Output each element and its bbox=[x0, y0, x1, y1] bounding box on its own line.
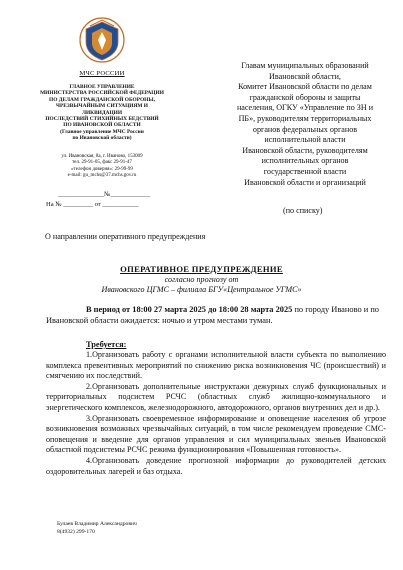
addressee-line: Главам муниципальных образований bbox=[241, 61, 369, 70]
addressee-line: исполнительной власти bbox=[264, 135, 346, 145]
addressee-line: ПБ», руководителям территориальных bbox=[238, 113, 372, 123]
addressee-line: Ивановской области и организаций bbox=[244, 177, 366, 187]
addressee-line: Ивановской области, bbox=[269, 71, 341, 81]
requirement-item: 1.Организовать работу с органами исполнительной власти субъекта по выполнению комплекса превентивных мероприятий по снижению риска возникновения ЧС (происшествий) и смягчению их последствий. bbox=[46, 350, 386, 381]
contact-line: тел. 29-91-05, факс 29-91-47 bbox=[72, 160, 132, 166]
sender-contacts bbox=[40, 154, 164, 180]
org-line: по Ивановской области) bbox=[72, 135, 132, 142]
org-line: ПОСЛЕДСТВИЙ СТИХИЙНЫХ БЕДСТВИЙ bbox=[45, 116, 159, 123]
executor-info bbox=[57, 521, 137, 536]
document-subtitle: согласно прогнозу от bbox=[164, 275, 239, 284]
document-title: ОПЕРАТИВНОЕ ПРЕДУПРЕЖДЕНИЕ bbox=[120, 264, 283, 274]
requirements-list bbox=[46, 350, 386, 477]
addressee-line: гражданской обороны и защиты bbox=[249, 92, 361, 102]
document-source: Ивановского ЦГМС – филиала БГУ«Центральное УГМС» bbox=[101, 285, 302, 294]
requirement-item: 3.Организовать своевременное информирование и оповещение населения об угрозе возникновения возможных чрезвычайных ситуаций, в том числе рекомендуем проведение СМС-оповещения и введение для органов управления и сил муниципальных звеньев Ивановской областной подсистемы РСЧС режима функционирования «Повышенная готовность». bbox=[46, 413, 386, 455]
org-line: ЧРЕЗВЫЧАЙНЫМ СИТУАЦИЯМ И ЛИКВИДАЦИИ bbox=[55, 103, 148, 116]
addressee-line: государственной власти bbox=[263, 166, 347, 176]
distribution-note: (по списку) bbox=[283, 206, 323, 215]
requirement-item: 2.Организовать дополнительные инструктажи дежурных служб функциональных и территориальных подсистем РСЧС (областных служб жилищно-коммунального и энергетического комплексов, железнодорожного, автодорожного, органов внутренних дел и др.). bbox=[46, 381, 386, 412]
addressee-line: населения, ОГКУ «Управление по ЗН и bbox=[236, 103, 374, 113]
forecast-period-text: по городу Иваново и по Ивановской области ожидается: ночью и утром местами туман. bbox=[46, 305, 379, 326]
letter-subject: О направлении оперативного предупреждения bbox=[45, 232, 206, 241]
registration-number-line: ______________№____________ bbox=[58, 191, 151, 198]
org-line: МИНИСТЕРСТВА РОССИЙСКОЙ ФЕДЕРАЦИИ bbox=[40, 90, 164, 97]
contact-line: «телефон доверия»: 29-99-99 bbox=[71, 166, 133, 172]
addressee-line: исполнительных органов bbox=[261, 156, 349, 166]
sender-short-name: МЧС РОССИИ bbox=[79, 70, 125, 77]
org-line: ГЛАВНОЕ УПРАВЛЕНИЕ bbox=[69, 84, 135, 90]
requirement-item: 4.Организовать доведение прогнозной информации до руководителей детских оздоровительных лагерей и баз отдыха. bbox=[46, 455, 386, 476]
reference-number-line: На № _________ от ___________ bbox=[46, 201, 139, 208]
executor-phone: 8(4932) 299-170 bbox=[57, 528, 95, 535]
sender-organization bbox=[40, 84, 164, 142]
org-line: ПО ДЕЛАМ ГРАЖДАНСКОЙ ОБОРОНЫ, bbox=[49, 96, 155, 103]
contact-line: e-mail: gu_mchs@37.mchs.gov.ru bbox=[67, 173, 137, 179]
addressee-line: Ивановской области, руководителям bbox=[242, 145, 368, 155]
requirements-heading: Требуется: bbox=[86, 340, 127, 349]
executor-name: Булаев Владимир Александрович bbox=[57, 521, 137, 527]
org-line: ПО ИВАНОВСКОЙ ОБЛАСТИ bbox=[63, 122, 141, 129]
mchs-emblem-icon bbox=[78, 16, 126, 64]
addressee-block bbox=[225, 61, 385, 188]
addressee-line: органов федеральных органов bbox=[252, 124, 358, 134]
org-line: (Главное управление МЧС России bbox=[60, 128, 144, 135]
contact-line: ул. Ивановская, 8а, г. Иваново, 153009 bbox=[61, 154, 143, 159]
forecast-period-dates: В период от 18:00 27 марта 2025 до 18:00 28 марта 2025 bbox=[86, 305, 293, 314]
forecast-period bbox=[46, 304, 386, 326]
addressee-line: Комитет Ивановской области по делам bbox=[238, 82, 372, 92]
